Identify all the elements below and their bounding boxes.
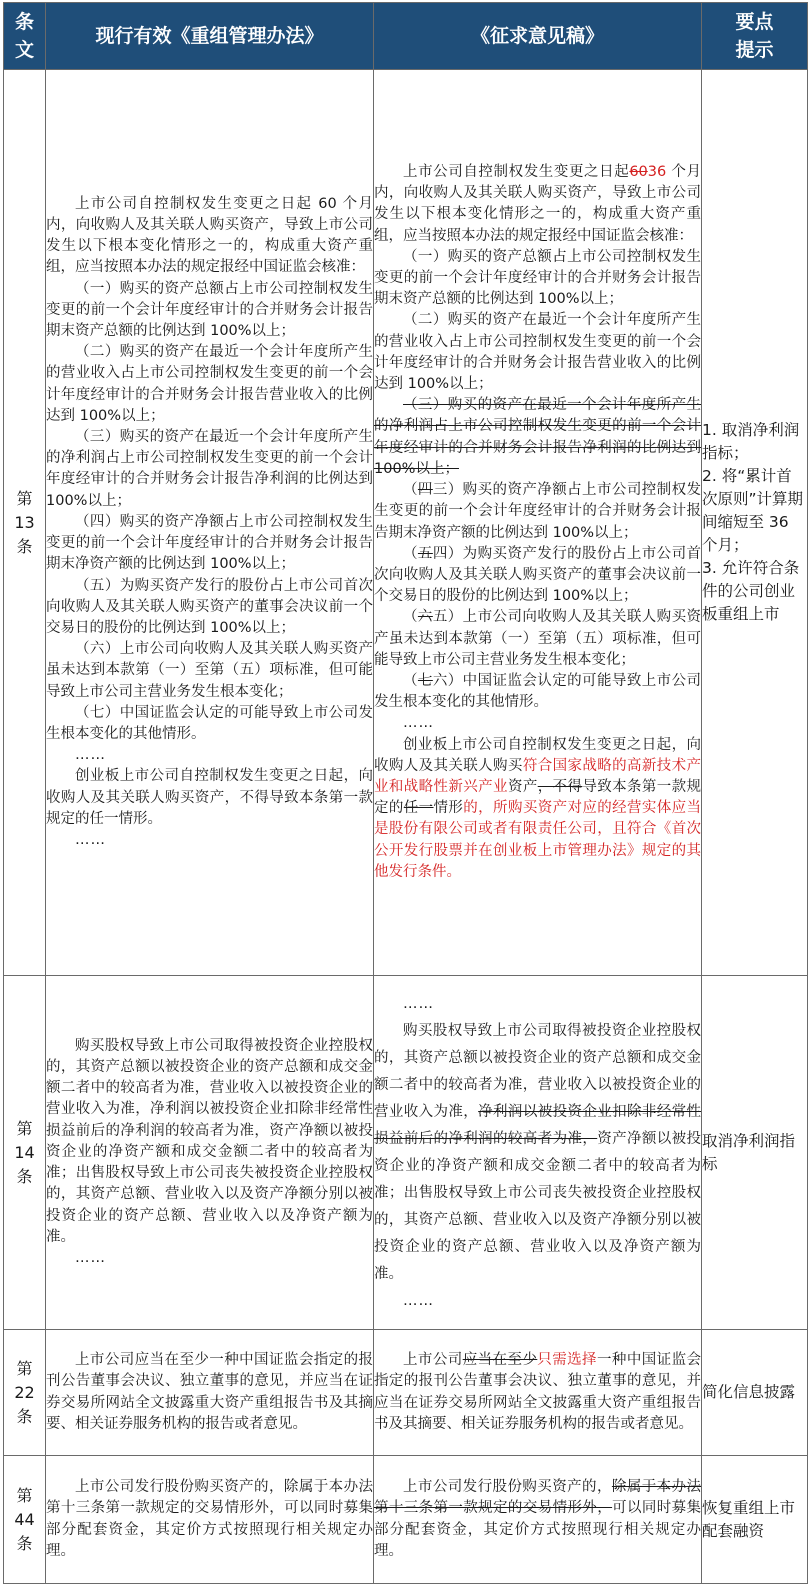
article-label: 第 13 条	[4, 70, 46, 976]
added-text: 只需选择	[537, 1352, 597, 1369]
deleted-text: 除属于本办法第十三条第一款规定的交易情形外，	[374, 1479, 702, 1517]
draft-text: 上市公司自控制权发生变更之日起6036 个月内，向收购人及其关联人购买资产，导致上市公司发生以下根本变化情形之一的，构成重大资产重组，应当按照本办法的规定报经中国证监会核准： （一）购买的资产总额占上市公司控制权发生变更的前一个会计年度经审计的合并财务会计报告期末资产总额的比例达到 100%以上； （二）购买的资产在最近一个会计年度所产生的营业收入占上市公司控制权发生变更的前一个会计年度经审计的合并财务会计报告营业收入的比例达到 100%以上； （三）购买的资产在最近一个会计年度所产生的净利润占上市公司控制权发生变更的前一个会计年度经审计的合并财务会计报告净利润的比例达到 100%以上； （四三）购买的资产净额占上市公司控制权发生变更的前一个会计年度经审计的合并财务会计报告期末净资产额的比例达到 100%以上； （五四）为购买资产发行的股份占上市公司首次向收购人及其关联人购买资产的董事会决议前一个交易日的股份的比例达到 100%以上； （六五）上市公司向收购人及其关联人购买资产虽未达到本款第（一）至第（五）项标准，但可能导致上市公司主营业务发生根本变化； （七六）中国证监会认定的可能导致上市公司发生根本变化的其他情形。 …… 创业板上市公司自控制权发生变更之日起，向收购人及其关联人购买符合国家战略的高新技术产业和战略性新兴产业资产，不得导致本条第一款规定的任一情形的，所购买资产对应的经营实体应当是股份有限公司或者有限责任公司，且符合《首次公开发行股票并在创业板上市管理办法》规定的其他发行条件。	[374, 70, 702, 976]
deleted-text: （三）购买的资产在最近一个会计年度所产生的净利润占上市公司控制权发生变更的前一个会计年度经审计的合并财务会计报告净利润的比例达到 100%以上；	[374, 397, 701, 477]
row-article-44	[4, 1456, 808, 1584]
added-text: 36	[647, 164, 667, 181]
header-article: 条 文	[4, 3, 46, 70]
header-draft: 《征求意见稿》	[374, 3, 702, 70]
added-text: 的，所购买资产对应的经营实体应当是股份有限公司或者有限责任公司，且符合《首次公开发行股票并在创业板上市管理办法》规定的其他发行条件。	[374, 800, 702, 880]
current-text: 购买股权导致上市公司取得被投资企业控股权的，其资产总额以被投资企业的资产总额和成交金额二者中的较高者为准，营业收入以被投资企业的营业收入为准，净利润以被投资企业扣除非经常性损益前后的净利润的较高者为准，资产净额以被投资企业的净资产额和成交金额二者中的较高者为准；出售股权导致上市公司丧失被投资企业控股权的，其资产总额、营业收入以及资产净额分别以被投资企业的资产总额、营业收入以及净资产额为准。 ……	[46, 976, 374, 1330]
deleted-text: 四	[417, 482, 433, 499]
deleted-text: 净利润以被投资企业扣除非经常性损益前后的净利润的较高者为准，	[374, 1103, 702, 1147]
tips-cell: 恢复重组上市配套融资	[702, 1456, 808, 1584]
deleted-text: 六	[417, 609, 433, 626]
comparison-document	[3, 2, 807, 1586]
draft-text: …… 购买股权导致上市公司取得被投资企业控股权的，其资产总额以被投资企业的资产总额和成交金额二者中的较高者为准，营业收入以被投资企业的营业收入为准，净利润以被投资企业扣除非经常性损益前后的净利润的较高者为准，资产净额以被投资企业的净资产额和成交金额二者中的较高者为准；出售股权导致上市公司丧失被投资企业控股权的，其资产总额、营业收入以及资产净额分别以被投资企业的资产总额、营业收入以及净资产额为准。 ……	[374, 976, 702, 1330]
row-article-13	[4, 70, 808, 976]
tips-cell: 简化信息披露	[702, 1330, 808, 1456]
deleted-text: ，不得	[537, 778, 583, 795]
row-article-14	[4, 976, 808, 1330]
comparison-table	[3, 2, 808, 1584]
deleted-text: 七	[417, 672, 433, 689]
tips-cell: 1. 取消净利润指标； 2. 将“累计首次原则”计算期间缩短至 36 个月； 3. 允许符合条件的公司创业板重组上市	[702, 70, 808, 976]
tips-cell: 取消净利润指标	[702, 976, 808, 1330]
deleted-text: 五	[417, 545, 433, 562]
current-text: 上市公司自控制权发生变更之日起 60 个月内，向收购人及其关联人购买资产，导致上市公司发生以下根本变化情形之一的，构成重大资产重组，应当按照本办法的规定报经中国证监会核准： （一）购买的资产总额占上市公司控制权发生变更的前一个会计年度经审计的合并财务会计报告期末资产总额的比例达到 100%以上； （二）购买的资产在最近一个会计年度所产生的营业收入占上市公司控制权发生变更的前一个会计年度经审计的合并财务会计报告营业收入的比例达到 100%以上； （三）购买的资产在最近一个会计年度所产生的净利润占上市公司控制权发生变更的前一个会计年度经审计的合并财务会计报告净利润的比例达到 100%以上； （四）购买的资产净额占上市公司控制权发生变更的前一个会计年度经审计的合并财务会计报告期末净资产额的比例达到 100%以上； （五）为购买资产发行的股份占上市公司首次向收购人及其关联人购买资产的董事会决议前一个交易日的股份的比例达到 100%以上； （六）上市公司向收购人及其关联人购买资产虽未达到本款第（一）至第（五）项标准，但可能导致上市公司主营业务发生根本变化； （七）中国证监会认定的可能导致上市公司发生根本变化的其他情形。 …… 创业板上市公司自控制权发生变更之日起，向收购人及其关联人购买资产，不得导致本条第一款规定的任一情形。 ……	[46, 70, 374, 976]
header-tips: 要点 提示	[702, 3, 808, 70]
article-label: 第 14 条	[4, 976, 46, 1330]
deleted-text: 应当在至少	[462, 1352, 538, 1369]
added-text: 符合国家战略的高新技术产业和战略性新兴产业	[374, 757, 702, 795]
header-row	[4, 3, 808, 70]
draft-text: 上市公司发行股份购买资产的，除属于本办法第十三条第一款规定的交易情形外，可以同时募集部分配套资金，其定价方式按照现行相关规定办理。	[374, 1456, 702, 1584]
article-label: 第 22 条	[4, 1330, 46, 1456]
article-label: 第 44 条	[4, 1456, 46, 1584]
current-text: 上市公司发行股份购买资产的，除属于本办法第十三条第一款规定的交易情形外，可以同时募集部分配套资金，其定价方式按照现行相关规定办理。	[46, 1456, 374, 1584]
draft-text: 上市公司应当在至少只需选择一种中国证监会指定的报刊公告董事会决议、独立董事的意见，并应当在证券交易所网站全文披露重大资产重组报告书及其摘要、相关证券服务机构的报告或者意见。	[374, 1330, 702, 1456]
current-text: 上市公司应当在至少一种中国证监会指定的报刊公告董事会决议、独立董事的意见，并应当在证券交易所网站全文披露重大资产重组报告书及其摘要、相关证券服务机构的报告或者意见。	[46, 1330, 374, 1456]
deleted-text: 任一	[403, 800, 434, 817]
deleted-text: 60	[629, 164, 648, 181]
row-article-22	[4, 1330, 808, 1456]
header-current-rules: 现行有效《重组管理办法》	[46, 3, 374, 70]
